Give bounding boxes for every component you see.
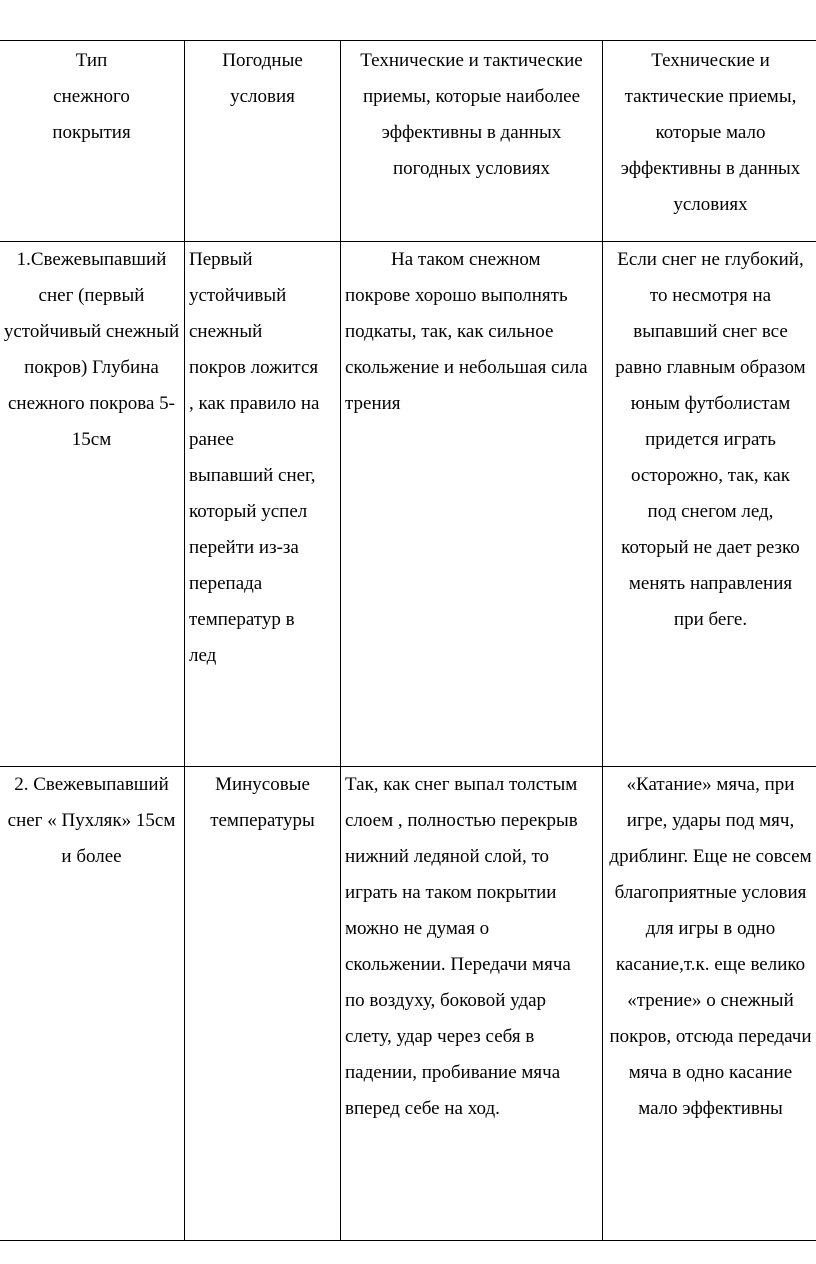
row-1-effective-cell (341, 242, 603, 767)
row-1-weather-cell (185, 242, 341, 767)
header-ineffective: Технические и тактические приемы, которые мало эффективны в данных условиях (620, 50, 801, 215)
row-2-ineffective: «Катание» мяча, при игре, удары под мяч, дриблинг. Еще не совсем благоприятные условия для игры в одно касание,т.к. еще велико «трение» о снежный покров, отсюда передачи мяча в одно касание мало эффективны (609, 774, 812, 1119)
table-header-row (0, 41, 816, 242)
header-weather: Погодные условия (222, 50, 303, 107)
row-2-weather-cell (185, 767, 341, 1241)
table-row (0, 242, 816, 767)
row-1-ineffective: Если снег не глубокий, то несмотря на выпавший снег все равно главным образом юным футболистам придется играть осторожно, так, как под снегом лед, который не дает резко менять направления при беге. (615, 249, 806, 630)
row-1-snow-type: 1.Свежевыпавший снег (первый устойчивый снежный покров) Глубина снежного покрова 5-15см (3, 249, 180, 450)
header-effective: Технические и тактические приемы, которые наиболее эффективны в данных погодных условиях (360, 50, 583, 179)
row-2-snow-type: 2. Свежевыпавший снег « Пухляк» 15см и более (7, 774, 176, 867)
row-1-ineffective-cell (603, 242, 816, 767)
header-cell-weather (185, 41, 341, 242)
row-1-effective: На таком снежном покрове хорошо выполнять подкаты, так, как сильное скольжение и небольшая сила трения (345, 249, 588, 414)
header-snow-type: Тип снежного покрытия (52, 50, 131, 143)
snow-conditions-table (0, 40, 816, 1241)
row-2-weather: Минусовые температуры (210, 774, 315, 831)
header-cell-snow-type (0, 41, 185, 242)
row-1-snow-type-cell (0, 242, 185, 767)
row-2-snow-type-cell (0, 767, 185, 1241)
row-1-weather: Первый устойчивый снежный покров ложится , как правило на ранее выпавший снег, который успел перейти из-за перепада температур в лед (189, 249, 320, 666)
header-cell-effective (341, 41, 603, 242)
table-row (0, 767, 816, 1241)
row-2-effective-cell (341, 767, 603, 1241)
header-cell-ineffective (603, 41, 816, 242)
row-2-effective: Так, как снег выпал толстым слоем , полностью перекрыв нижний ледяной слой, то играть на таком покрытии можно не думая о скольжении. Передачи мяча по воздуху, боковой удар слету, удар через себя в падении, пробивание мяча вперед себе на ход. (345, 774, 578, 1119)
row-2-ineffective-cell (603, 767, 816, 1241)
